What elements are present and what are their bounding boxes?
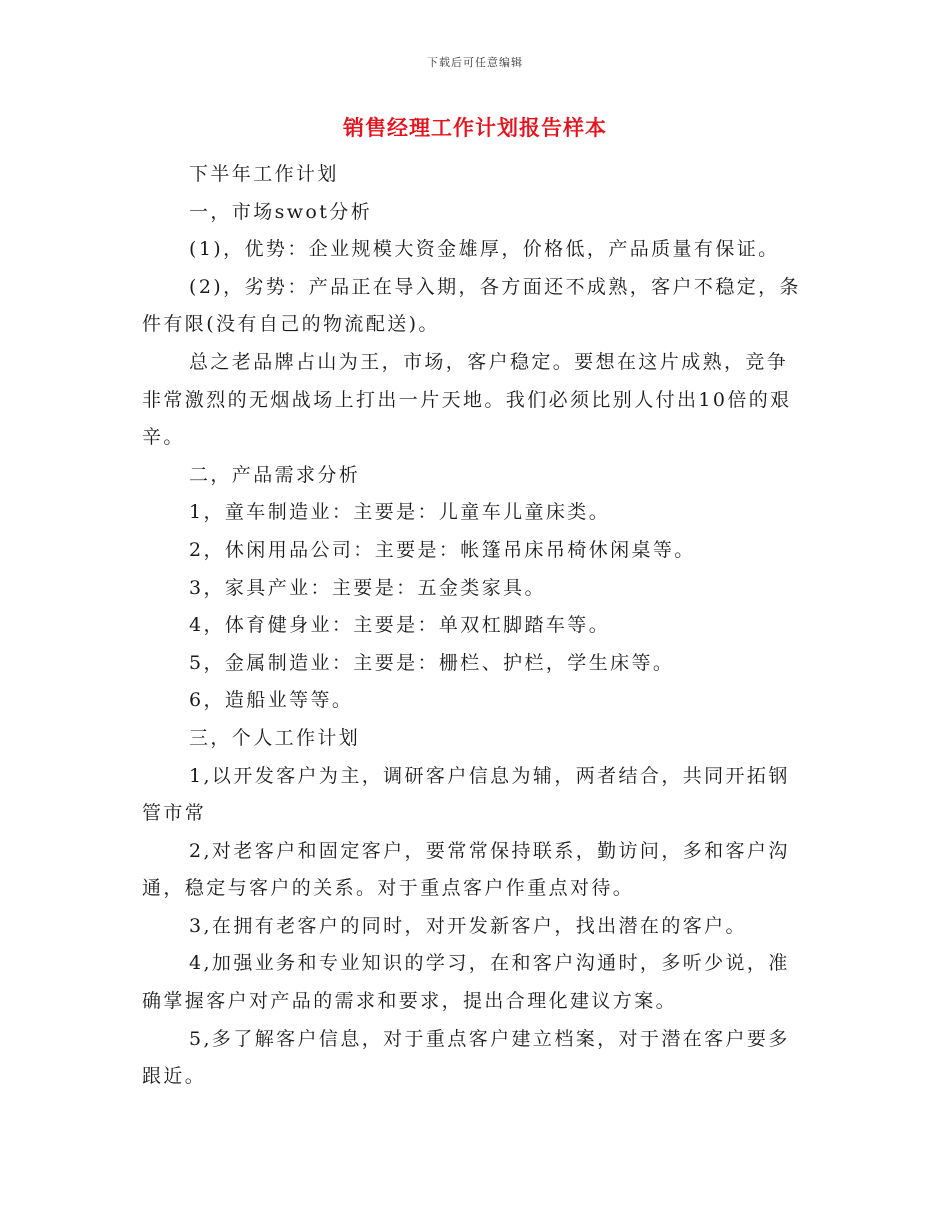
header-note: 下载后可任意编辑 [427, 56, 523, 69]
paragraph-subtitle: 下半年工作计划 [189, 163, 339, 185]
list-item: 5,多了解客户信息，对于重点客户建立档案，对于潜在客户要多跟近。 [142, 1027, 790, 1088]
list-item: 3，家具产业：主要是：五金类家具。 [189, 576, 546, 599]
list-item: 4，体育健身业：主要是：单双杠脚踏车等。 [189, 614, 611, 637]
paragraph: (1)，优势：企业规模大资金雄厚，价格低，产品质量有保证。 [189, 238, 780, 261]
paragraph: 总之老品牌占山为王，市场，客户稳定。要想在这片成熟，竞争非常激烈的无烟战场上打出一片天地。我们必须比别人付出10倍的艰辛。 [142, 350, 792, 449]
paragraph: (2)，劣势：产品正在导入期，各方面还不成熟，客户不稳定，条件有限(没有自己的物流配送)。 [142, 275, 801, 336]
list-item: 6，造船业等等。 [189, 689, 354, 712]
document-body [142, 156, 808, 1096]
section-heading-1: 一，市场swot分析 [189, 200, 373, 223]
list-item: 2,对老客户和固定客户，要常常保持联系，勤访问，多和客户沟通，稳定与客户的关系。对于重点客户作重点对待。 [142, 839, 790, 900]
list-item: 1,以开发客户为主，调研客户信息为辅，两者结合，共同开拓钢管市常 [142, 764, 790, 825]
list-item: 5，金属制造业：主要是：栅栏、护栏，学生床等。 [189, 651, 675, 674]
list-item: 2，休闲用品公司：主要是：帐篷吊床吊椅休闲桌等。 [189, 538, 696, 561]
list-item: 4,加强业务和专业知识的学习，在和客户沟通时，多听少说，准确掌握客户对产品的需求和要求，提出合理化建议方案。 [142, 952, 790, 1013]
list-item: 1，童车制造业：主要是：儿童车儿童床类。 [189, 501, 611, 524]
document-title: 销售经理工作计划报告样本 [343, 116, 607, 140]
list-item: 3,在拥有老客户的同时，对开发新客户，找出潜在的客户。 [189, 914, 747, 937]
section-heading-3: 三，个人工作计划 [189, 726, 361, 749]
section-heading-2: 二，产品需求分析 [189, 463, 361, 486]
